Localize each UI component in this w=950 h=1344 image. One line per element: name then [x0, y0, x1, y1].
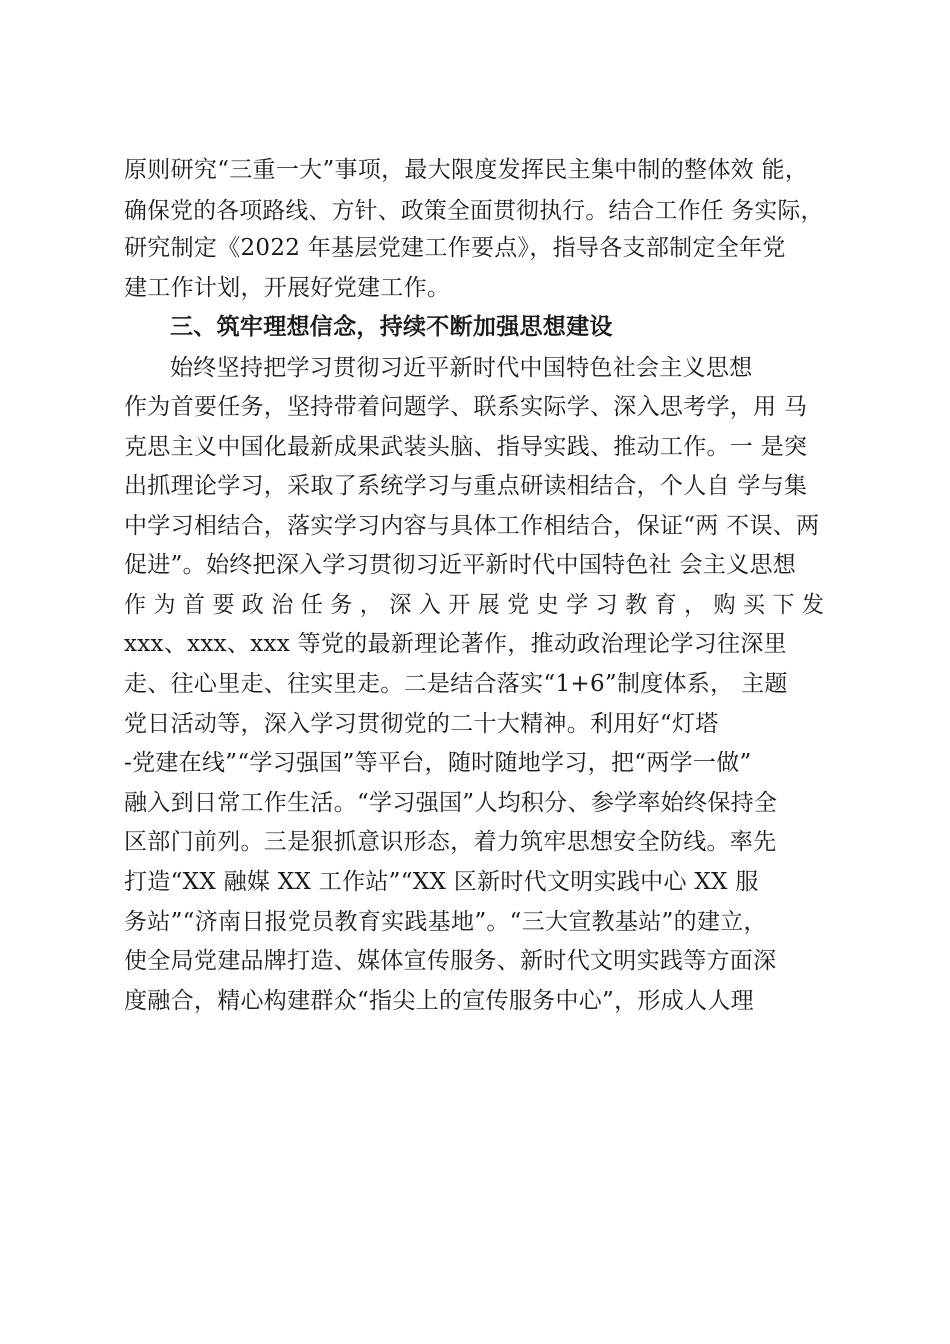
body-text-line: 走、往心里走、往实里走。二是结合落实“1+6”制度体系， 主题: [124, 671, 788, 697]
body-text-line: 度融合，精心构建群众“指尖上的宣传服务中心”，形成人人理: [124, 988, 754, 1014]
body-text-line: 中学习相结合，落实学习内容与具体工作相结合，保证“两 不误、两: [124, 513, 820, 539]
section-heading: 三、筑牢理想信念，持续不断加强思想建设: [170, 314, 613, 340]
body-text-line: 党日活动等，深入学习贯彻党的二十大精神。利用好“灯塔: [124, 711, 719, 737]
body-text-line: 始终坚持把学习贯彻习近平新时代中国特色社会主义思想: [170, 355, 753, 381]
body-text-line: 促进”。始终把深入学习贯彻习近平新时代中国特色社 会主义思想: [124, 552, 797, 578]
body-text-line: -党建在线”“学习强国”等平台，随时随地学习，把“两学一做”: [124, 750, 752, 776]
body-text-line: 打造“XX 融媒 XX 工作站”“XX 区新时代文明实践中心 XX 服: [124, 869, 759, 895]
body-text-line: 克思主义中国化最新成果武装头脑、指导实践、推动工作。一 是突: [124, 434, 808, 460]
body-text-line: 融入到日常工作生活。“学习强国”人均积分、参学率始终保持全: [124, 790, 778, 816]
body-text-line: 作 为 首 要 政 治 任 务 ， 深 入 开 展 党 史 学 习 教 育 ， 购 买 下 发: [124, 592, 825, 618]
body-text-line: 出抓理论学习，采取了系统学习与重点研读相结合，个人自 学与集: [124, 473, 808, 499]
body-text-line: 确保党的各项路线、方针、政策全面贯彻执行。结合工作任 务实际，: [124, 198, 824, 224]
body-text-line: 建工作计划，开展好党建工作。: [124, 275, 451, 301]
body-text-line: 使全局党建品牌打造、媒体宣传服务、新时代文明实践等方面深: [124, 948, 777, 974]
body-text-line: 作为首要任务，坚持带着问题学、联系实际学、深入思考学，用 马: [124, 394, 808, 420]
body-text-line: xxx、xxx、xxx 等党的最新理论著作，推动政治理论学习往深里: [124, 631, 787, 657]
body-text-line: 务站”“济南日报党员教育实践基地”。“三大宣教基站”的建立，: [124, 909, 767, 935]
body-text-line: 研究制定《2022 年基层党建工作要点》，指导各支部制定全年党: [124, 235, 786, 261]
body-text-line: 原则研究“三重一大”事项，最大限度发挥民主集中制的整体效 能，: [124, 157, 809, 183]
body-text-line: 区部门前列。三是狠抓意识形态，着力筑牢思想安全防线。率先: [124, 829, 777, 855]
